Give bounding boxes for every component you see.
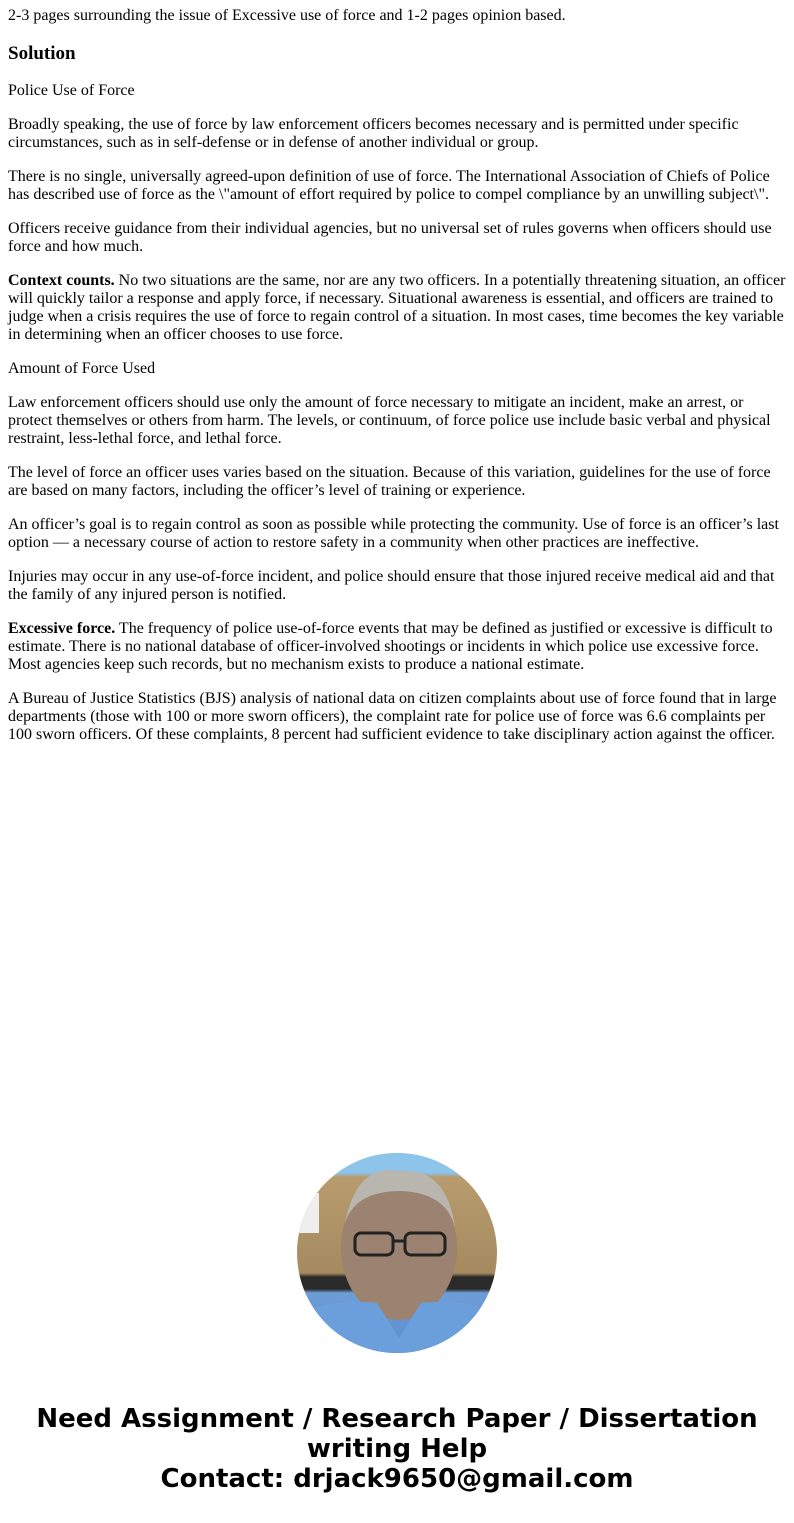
paragraph-text: There is no single, universally agreed-upon definition of use of force. The International Association of Chiefs of Police has described use of force as the \"amount of effort required by police to compel compliance by an unwilling subject\". (8, 168, 770, 203)
paragraph-text: An officer’s goal is to regain control as soon as possible while protecting the community. Use of force is an officer’s last option — a necessary course of action to restore safety in a community when other practices are ineffective. (8, 516, 779, 551)
solution-paragraph (8, 360, 786, 378)
paragraph-text: Police Use of Force (8, 82, 135, 99)
paragraph-lead: Context counts. (8, 272, 115, 289)
solution-paragraph (8, 620, 786, 674)
contact-footer (0, 1404, 794, 1494)
paragraph-text: Amount of Force Used (8, 360, 156, 377)
paragraph-text: Broadly speaking, the use of force by law enforcement officers becomes necessary and is permitted under specific circumstances, such as in self-defense or in defense of another individual or group. (8, 116, 739, 151)
paragraph-lead: Excessive force. (8, 620, 116, 637)
solution-paragraph (8, 116, 786, 152)
solution-paragraph (8, 690, 786, 744)
solution-paragraph (8, 272, 786, 344)
footer-contact: Contact: drjack9650@gmail.com (160, 1464, 634, 1494)
footer-line-2: writing Help (306, 1434, 488, 1464)
solution-paragraph (8, 464, 786, 500)
solution-paragraphs (8, 82, 786, 744)
solution-paragraph (8, 516, 786, 552)
question-text: 2-3 pages surrounding the issue of Excessive use of force and 1-2 pages opinion based. (8, 7, 566, 24)
solution-heading: Solution (8, 43, 76, 64)
solution-paragraph (8, 82, 786, 100)
paragraph-text: Officers receive guidance from their individual agencies, but no universal set of rules governs when officers should use force and how much. (8, 220, 772, 255)
solution-paragraph (8, 394, 786, 448)
footer-line-1: Need Assignment / Research Paper / Dissertation (36, 1404, 758, 1434)
paragraph-text: A Bureau of Justice Statistics (BJS) analysis of national data on citizen complaints about use of force found that in large departments (those with 100 or more sworn officers), the complaint rate for police use of force was 6.6 complaints per 100 sworn officers. Of these complaints, 8 percent had sufficient evidence to take disciplinary action against the officer. (8, 690, 777, 743)
paragraph-text: Injuries may occur in any use-of-force incident, and police should ensure that those injured receive medical aid and that the family of any injured person is notified. (8, 568, 775, 603)
document-body (8, 7, 786, 760)
paragraph-text: No two situations are the same, nor are any two officers. In a potentially threatening situation, an officer will quickly tailor a response and apply force, if necessary. Situational awareness is essential, and officers are trained to judge when a crisis requires the use of force to regain control of a situation. In most cases, time becomes the key variable in determining when an officer chooses to use force. (8, 272, 786, 343)
paragraph-text: Law enforcement officers should use only the amount of force necessary to mitigate an incident, make an arrest, or protect themselves or others from harm. The levels, or continuum, of force police use include basic verbal and physical restraint, less-lethal force, and lethal force. (8, 394, 771, 447)
person-photo-icon (297, 1153, 497, 1353)
solution-paragraph (8, 568, 786, 604)
paragraph-text: The level of force an officer uses varies based on the situation. Because of this variation, guidelines for the use of force are based on many factors, including the officer’s level of training or experience. (8, 464, 771, 499)
solution-paragraph (8, 168, 786, 204)
author-avatar (297, 1153, 497, 1353)
solution-paragraph (8, 220, 786, 256)
paragraph-text: The frequency of police use-of-force events that may be defined as justified or excessive is difficult to estimate. There is no national database of officer-involved shootings or incidents in which police use excessive force. Most agencies keep such records, but no mechanism exists to produce a national estimate. (8, 620, 773, 673)
